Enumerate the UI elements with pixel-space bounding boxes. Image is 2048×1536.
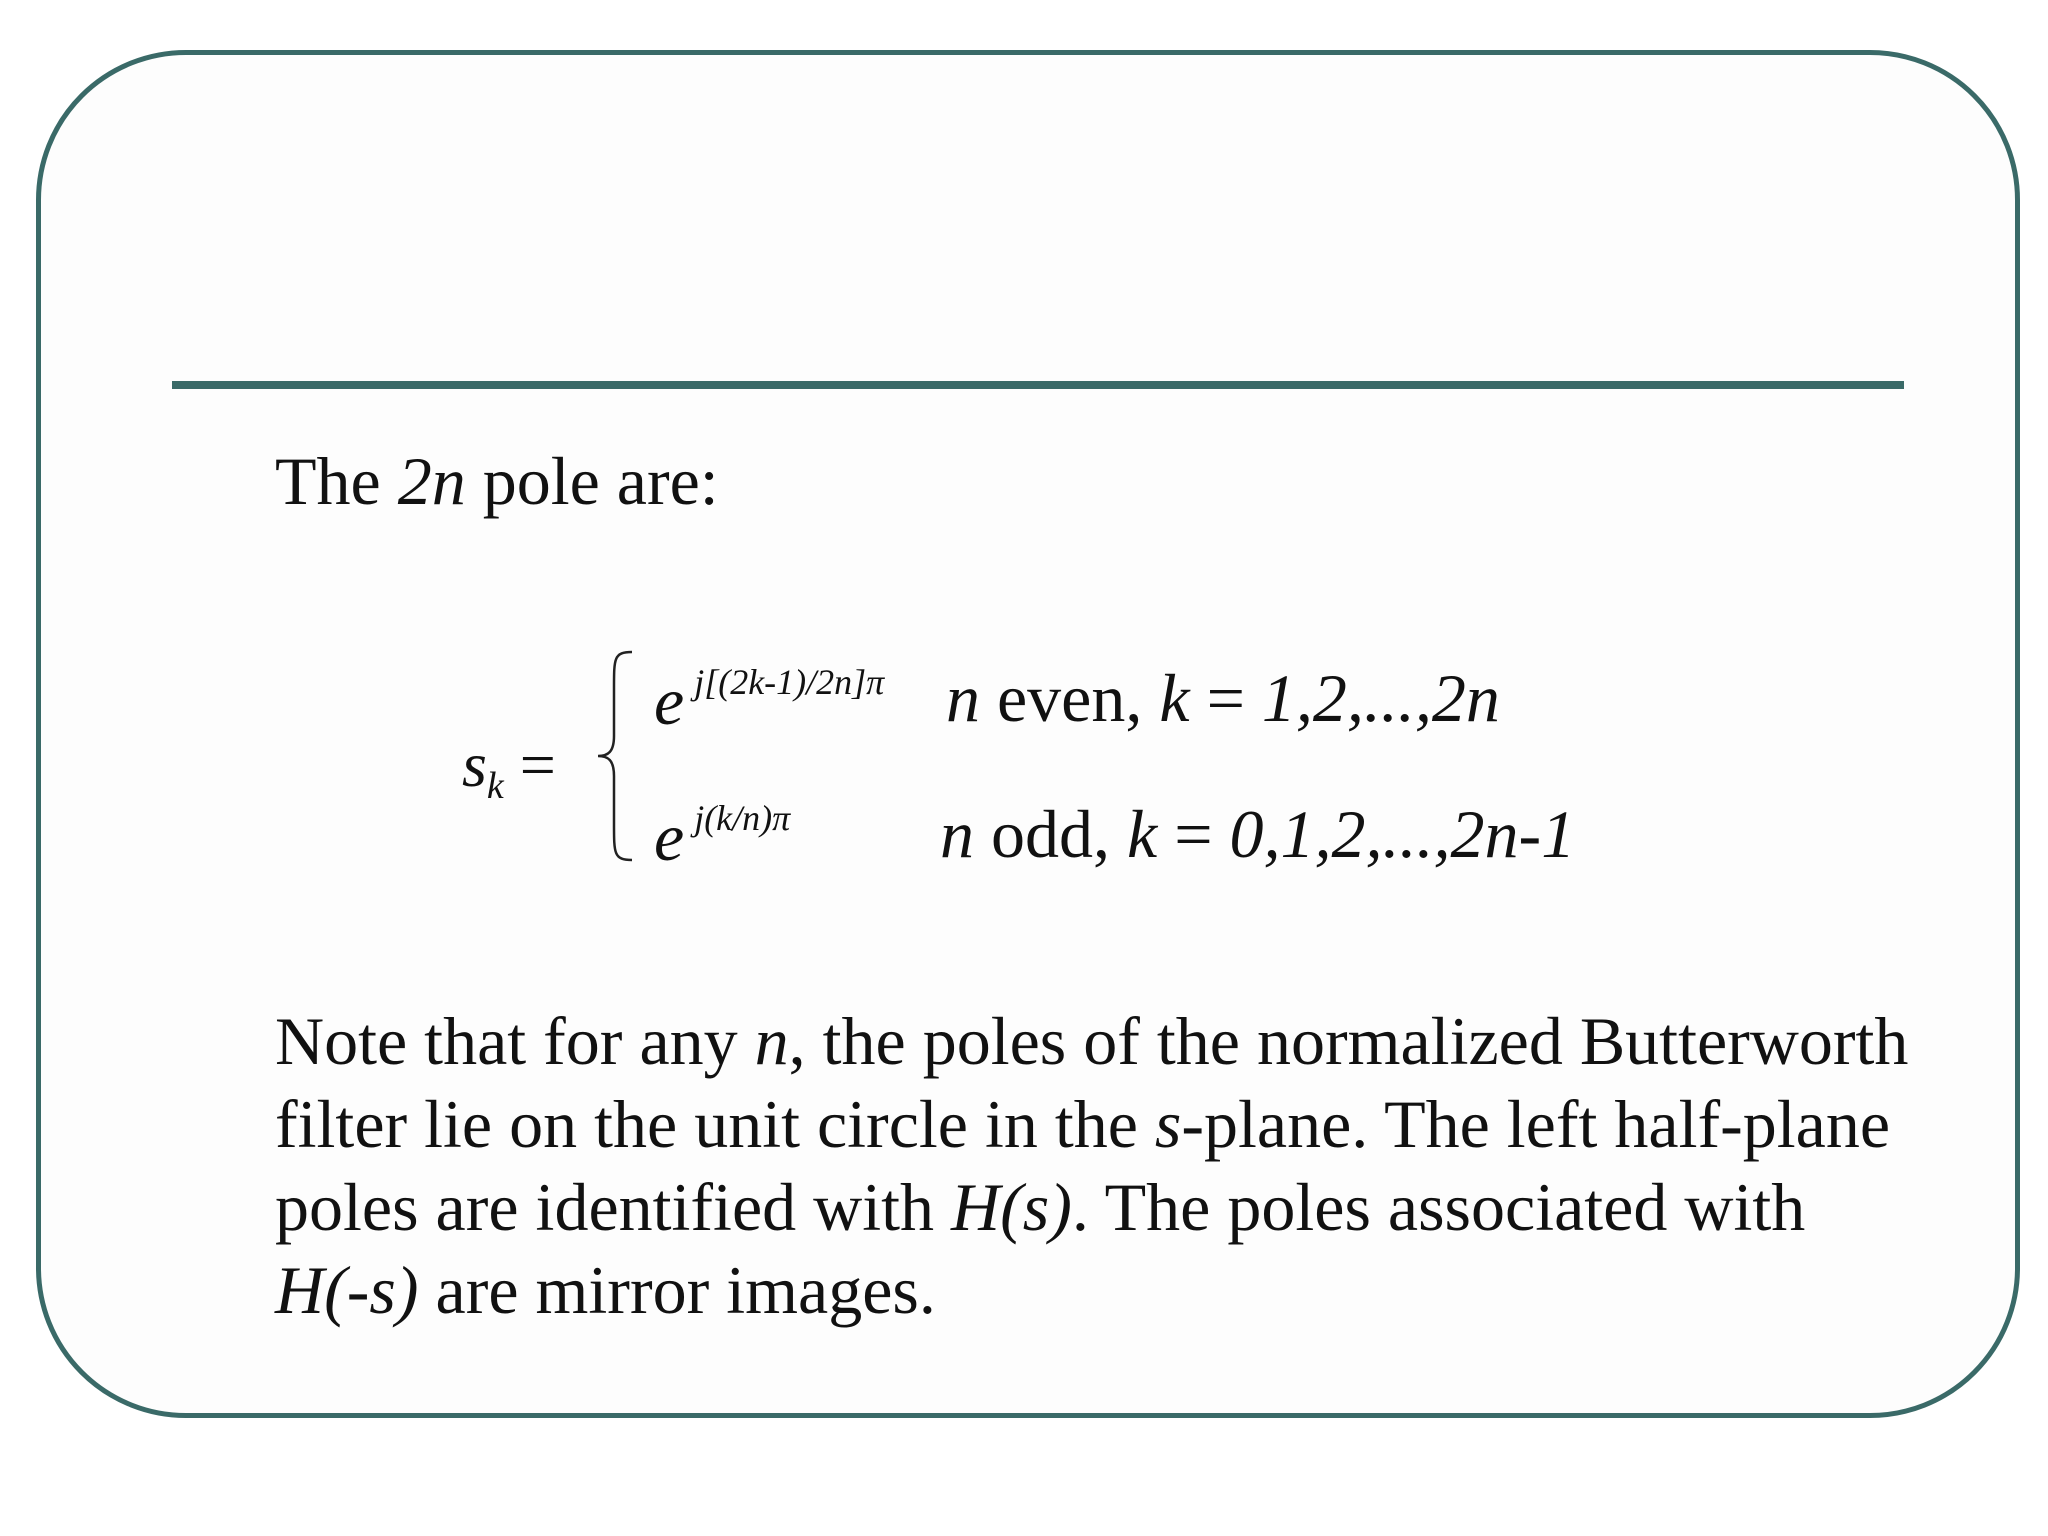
case2-odd: odd, (974, 796, 1127, 872)
intro-text (275, 443, 719, 519)
left-brace-icon (592, 648, 652, 864)
note-l2-s: s (1154, 1086, 1182, 1162)
case1-even: even, (980, 660, 1160, 736)
intro-before: The (275, 443, 398, 519)
case2-base: e (654, 799, 685, 875)
note-l1-b: , the poles of the normalized Butterworth (788, 1003, 1909, 1079)
lhs-equals: = (503, 729, 556, 800)
case1-range: 1,2,...,2n (1261, 660, 1500, 736)
note-l4-b: are mirror images. (418, 1252, 936, 1328)
note-paragraph (275, 1000, 1955, 1332)
case1-exponent: j[(2k-1)/2n]π (694, 662, 885, 702)
note-l2-b: -plane. The left half-plane (1181, 1086, 1891, 1162)
case2-condition (940, 796, 1576, 872)
intro-2n: 2n (397, 443, 466, 519)
case1-expression (654, 662, 885, 739)
case2-exponent: j(k/n)π (694, 798, 791, 838)
note-l3-b: . The poles associated with (1071, 1169, 1806, 1245)
intro-after: pole are: (465, 443, 719, 519)
note-l3-a: poles are identified with (275, 1169, 952, 1245)
case2-k: k (1127, 796, 1158, 872)
case2-n: n (940, 796, 974, 872)
case1-equals: = (1189, 660, 1262, 736)
case1-n: n (946, 660, 980, 736)
case2-equals: = (1157, 796, 1230, 872)
equation-lhs (462, 728, 556, 808)
case1-condition (946, 660, 1500, 736)
lhs-var: s (462, 729, 487, 800)
note-line-4 (275, 1249, 1955, 1332)
case1-k: k (1159, 660, 1190, 736)
note-l1-n: n (754, 1003, 789, 1079)
case2-expression (654, 798, 791, 875)
case2-range: 0,1,2,...,2n-1 (1229, 796, 1576, 872)
note-l4-hms: H(-s) (275, 1252, 419, 1328)
note-line-2 (275, 1083, 1955, 1166)
note-line-1 (275, 1000, 1955, 1083)
lhs-subscript: k (486, 765, 504, 807)
note-l3-hs: H(s) (951, 1169, 1072, 1245)
title-divider (172, 381, 1904, 389)
note-line-3 (275, 1166, 1955, 1249)
note-l2-a: filter lie on the unit circle in the (275, 1086, 1155, 1162)
case1-base: e (654, 663, 685, 739)
note-l1-a: Note that for any (275, 1003, 755, 1079)
